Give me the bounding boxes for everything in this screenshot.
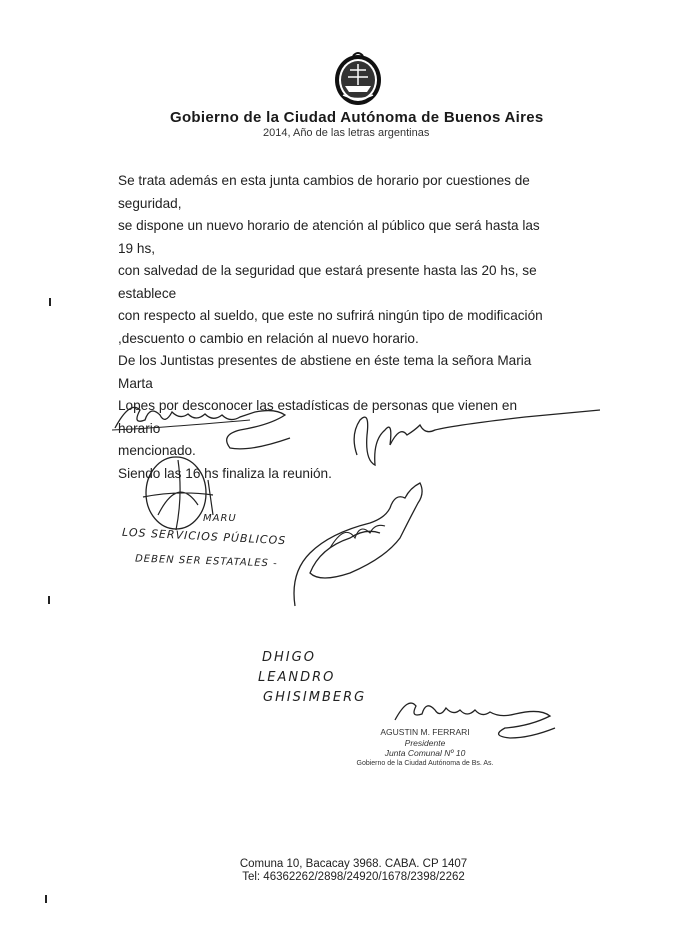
footer-phone: Tel: 46362262/2898/24920/1678/2398/2262 xyxy=(242,871,465,883)
handwritten-note-line2: DEBEN SER ESTATALES - xyxy=(134,553,278,570)
body-line: con respecto al sueldo, que este no sufrirá ningún tipo de modificación xyxy=(118,308,543,323)
margin-mark xyxy=(49,298,51,306)
official-stamp xyxy=(355,727,495,769)
body-line: ,descuento o cambio en relación al nuevo horario. xyxy=(118,330,419,346)
handwritten-note-line1: LOS SERVICIOS PÚBLICOS xyxy=(121,525,287,548)
stamp-junta: Junta Comunal Nº 10 xyxy=(384,748,466,758)
org-title: Gobierno de la Ciudad Autónoma de Buenos Aires xyxy=(170,109,544,126)
body-line: se dispone un nuevo horario de atención al público que será hasta las 19 hs, xyxy=(118,218,540,256)
handwritten-maru: MARU xyxy=(203,513,237,524)
body-line: Lopes por desconocer las estadísticas de personas que vienen en horario xyxy=(118,398,518,436)
footer-contact xyxy=(0,858,685,884)
body-line: De los Juntistas presentes de abstiene en éste tema la señora Maria Marta xyxy=(118,353,532,391)
stamp-role: Presidente xyxy=(404,737,446,748)
body-line: con salvedad de la seguridad que estará presente hasta las 20 hs, se establece xyxy=(118,263,537,301)
margin-mark xyxy=(45,895,47,903)
signature-4 xyxy=(290,478,440,618)
handwritten-name-line1: DHIGO xyxy=(262,650,316,665)
signature-1 xyxy=(110,390,300,465)
org-subtitle: 2014, Año de las letras argentinas xyxy=(263,127,430,139)
stamp-gov: Gobierno de la Ciudad Autónoma de Bs. As. xyxy=(356,759,494,767)
margin-mark xyxy=(48,596,50,604)
stamp-name: AGUSTIN M. FERRARI xyxy=(380,727,470,737)
body-line: mencionado. xyxy=(118,443,196,458)
body-line: Se trata además en esta junta cambios de horario por cuestiones de seguridad, xyxy=(118,173,530,211)
body-line: Siendo las 16 hs finaliza la reunión. xyxy=(118,465,332,481)
handwritten-name-line3: GHISIMBERG xyxy=(263,690,367,705)
signature-2 xyxy=(345,405,605,475)
footer-address: Comuna 10, Bacacay 3968. CABA. CP 1407 xyxy=(239,858,468,870)
handwritten-name-line2: LEANDRO xyxy=(258,670,336,685)
city-seal-icon xyxy=(333,50,383,106)
